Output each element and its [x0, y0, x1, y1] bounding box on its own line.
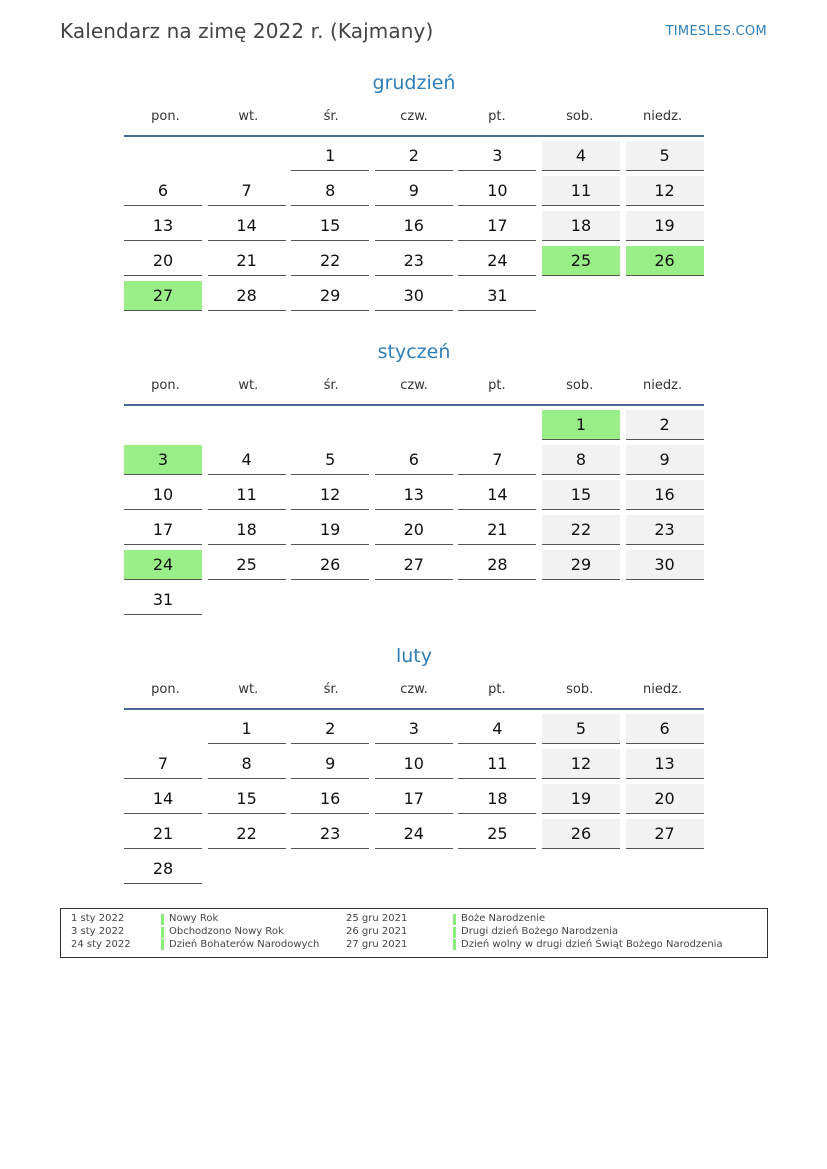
holiday-day-cell: 27 — [124, 281, 202, 311]
day-cell: 26 — [291, 550, 369, 580]
day-cell: 5 — [626, 141, 704, 171]
day-cell: 12 — [542, 749, 620, 779]
day-cell: 25 — [208, 550, 286, 580]
empty-cell — [375, 410, 453, 440]
holiday-day-cell: 26 — [626, 246, 704, 276]
weekday-label: wt. — [238, 377, 259, 393]
day-cell: 1 — [291, 141, 369, 171]
weekday-label: sob. — [566, 681, 594, 697]
weekday-label: czw. — [400, 681, 428, 697]
day-grid — [124, 714, 704, 884]
day-cell: 17 — [375, 784, 453, 814]
holiday-marker-icon — [453, 914, 456, 925]
day-cell: 15 — [291, 211, 369, 241]
day-cell: 9 — [291, 749, 369, 779]
legend-holiday-name: Dzień Bohaterów Narodowych — [169, 938, 320, 950]
weekday-label: pt. — [488, 681, 506, 697]
weekday-label: sob. — [566, 108, 594, 124]
day-cell: 4 — [458, 714, 536, 744]
legend-holiday-name: Nowy Rok — [169, 913, 219, 924]
day-cell: 29 — [542, 550, 620, 580]
empty-cell — [124, 410, 202, 440]
day-cell: 21 — [458, 515, 536, 545]
weekday-header — [124, 670, 704, 708]
day-cell: 6 — [124, 176, 202, 206]
empty-cell — [208, 141, 286, 171]
weekday-label: pt. — [488, 377, 506, 393]
day-cell: 7 — [208, 176, 286, 206]
legend-date: 3 sty 2022 — [71, 925, 125, 937]
day-cell: 9 — [626, 445, 704, 475]
day-cell: 29 — [291, 281, 369, 311]
day-cell: 24 — [375, 819, 453, 849]
legend-names-right — [453, 913, 723, 951]
day-cell: 15 — [208, 784, 286, 814]
day-cell: 6 — [375, 445, 453, 475]
day-cell: 20 — [124, 246, 202, 276]
weekday-label: wt. — [238, 108, 259, 124]
day-cell: 18 — [208, 515, 286, 545]
day-cell: 1 — [208, 714, 286, 744]
legend-item — [453, 939, 723, 952]
month-title: luty — [395, 645, 432, 667]
weekday-label: czw. — [400, 108, 428, 124]
legend-dates-right — [346, 913, 407, 951]
day-cell: 13 — [124, 211, 202, 241]
weekday-label: sob. — [566, 377, 594, 393]
legend-item — [453, 926, 723, 939]
weekday-label: niedz. — [643, 108, 683, 124]
day-cell: 27 — [626, 819, 704, 849]
page-title: Kalendarz na zimę 2022 r. (Kajmany) — [60, 19, 434, 43]
weekday-label: pon. — [151, 681, 180, 697]
holiday-legend — [60, 908, 768, 958]
weekday-header — [124, 366, 704, 404]
day-cell: 10 — [375, 749, 453, 779]
month-december — [124, 69, 704, 311]
weekday-label: pt. — [488, 108, 506, 124]
day-cell: 23 — [626, 515, 704, 545]
day-cell: 18 — [458, 784, 536, 814]
day-cell: 4 — [208, 445, 286, 475]
day-cell: 13 — [375, 480, 453, 510]
empty-cell — [124, 141, 202, 171]
holiday-marker-icon — [161, 939, 164, 950]
day-cell: 20 — [626, 784, 704, 814]
day-cell: 9 — [375, 176, 453, 206]
weekday-label: pon. — [151, 108, 180, 124]
day-cell: 14 — [124, 784, 202, 814]
month-february — [124, 642, 704, 884]
weekday-label: śr. — [323, 377, 339, 393]
day-cell: 15 — [542, 480, 620, 510]
holiday-marker-icon — [453, 939, 456, 950]
day-cell: 11 — [458, 749, 536, 779]
empty-cell — [124, 714, 202, 744]
day-cell: 12 — [626, 176, 704, 206]
legend-names-left — [161, 913, 319, 951]
weekday-label: niedz. — [643, 377, 683, 393]
holiday-marker-icon — [161, 914, 164, 925]
header-divider — [124, 404, 704, 406]
legend-date: 25 gru 2021 — [346, 913, 408, 924]
legend-date: 1 sty 2022 — [71, 913, 125, 924]
day-cell: 21 — [208, 246, 286, 276]
day-cell: 16 — [375, 211, 453, 241]
legend-holiday-name: Boże Narodzenie — [461, 913, 546, 924]
weekday-label: czw. — [400, 377, 428, 393]
day-grid — [124, 410, 704, 615]
weekday-label: wt. — [238, 681, 259, 697]
day-cell: 20 — [375, 515, 453, 545]
day-cell: 24 — [458, 246, 536, 276]
day-cell: 8 — [208, 749, 286, 779]
legend-dates-left — [71, 913, 131, 951]
day-cell: 31 — [458, 281, 536, 311]
header-divider — [124, 135, 704, 137]
day-cell: 28 — [208, 281, 286, 311]
day-cell: 3 — [375, 714, 453, 744]
day-cell: 22 — [291, 246, 369, 276]
day-cell: 19 — [542, 784, 620, 814]
day-cell: 14 — [458, 480, 536, 510]
legend-date: 26 gru 2021 — [346, 925, 408, 937]
day-cell: 17 — [458, 211, 536, 241]
day-cell: 8 — [542, 445, 620, 475]
legend-holiday-name: Drugi dzień Bożego Narodzenia — [461, 925, 619, 937]
header-divider — [124, 708, 704, 710]
day-cell: 28 — [458, 550, 536, 580]
holiday-day-cell: 1 — [542, 410, 620, 440]
day-cell: 22 — [542, 515, 620, 545]
empty-cell — [291, 410, 369, 440]
day-cell: 14 — [208, 211, 286, 241]
legend-item — [161, 939, 319, 952]
day-cell: 17 — [124, 515, 202, 545]
weekday-label: śr. — [323, 681, 339, 697]
day-grid — [124, 141, 704, 311]
legend-holiday-name: Dzień wolny w drugi dzień Świąt Bożego Narodzenia — [461, 938, 723, 950]
day-cell: 3 — [458, 141, 536, 171]
day-cell: 2 — [626, 410, 704, 440]
day-cell: 31 — [124, 585, 202, 615]
day-cell: 8 — [291, 176, 369, 206]
day-cell: 11 — [208, 480, 286, 510]
day-cell: 23 — [375, 246, 453, 276]
day-cell: 19 — [291, 515, 369, 545]
brand-link[interactable]: TIMESLES.COM — [665, 24, 767, 39]
empty-cell — [458, 410, 536, 440]
day-cell: 11 — [542, 176, 620, 206]
month-title: styczeń — [377, 341, 451, 363]
day-cell: 16 — [291, 784, 369, 814]
weekday-label: śr. — [323, 108, 339, 124]
day-cell: 21 — [124, 819, 202, 849]
month-title: grudzień — [372, 72, 456, 94]
day-cell: 12 — [291, 480, 369, 510]
holiday-day-cell: 3 — [124, 445, 202, 475]
day-cell: 6 — [626, 714, 704, 744]
weekday-header — [124, 97, 704, 135]
day-cell: 19 — [626, 211, 704, 241]
day-cell: 5 — [291, 445, 369, 475]
day-cell: 2 — [291, 714, 369, 744]
legend-date: 24 sty 2022 — [71, 938, 131, 950]
holiday-marker-icon — [453, 927, 456, 938]
day-cell: 7 — [458, 445, 536, 475]
day-cell: 10 — [458, 176, 536, 206]
holiday-marker-icon — [161, 927, 164, 938]
month-january — [124, 338, 704, 615]
day-cell: 26 — [542, 819, 620, 849]
day-cell: 4 — [542, 141, 620, 171]
day-cell: 22 — [208, 819, 286, 849]
day-cell: 23 — [291, 819, 369, 849]
day-cell: 30 — [375, 281, 453, 311]
legend-date: 27 gru 2021 — [346, 938, 408, 950]
day-cell: 16 — [626, 480, 704, 510]
day-cell: 10 — [124, 480, 202, 510]
day-cell: 5 — [542, 714, 620, 744]
weekday-label: pon. — [151, 377, 180, 393]
day-cell: 25 — [458, 819, 536, 849]
day-cell: 2 — [375, 141, 453, 171]
day-cell: 28 — [124, 854, 202, 884]
legend-item — [161, 926, 319, 939]
legend-item — [453, 913, 723, 926]
legend-holiday-name: Obchodzono Nowy Rok — [169, 925, 284, 937]
empty-cell — [208, 410, 286, 440]
day-cell: 18 — [542, 211, 620, 241]
day-cell: 7 — [124, 749, 202, 779]
day-cell: 13 — [626, 749, 704, 779]
weekday-label: niedz. — [643, 681, 683, 697]
day-cell: 27 — [375, 550, 453, 580]
legend-item — [161, 913, 319, 926]
day-cell: 30 — [626, 550, 704, 580]
holiday-day-cell: 25 — [542, 246, 620, 276]
holiday-day-cell: 24 — [124, 550, 202, 580]
